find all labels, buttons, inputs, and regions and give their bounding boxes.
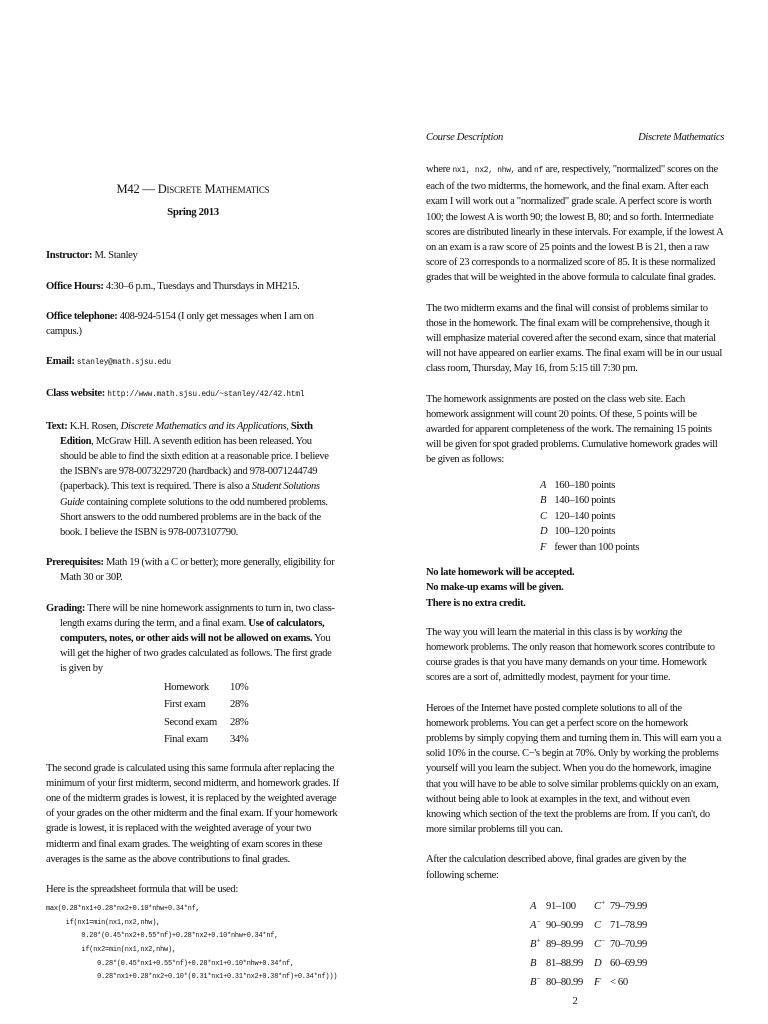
formula-line: 0.28*(0.45*nx1+0.55*nf)+0.28*nx1+0.10*nhw+0.34*nf,	[46, 959, 294, 968]
grade-weight-row	[164, 714, 248, 732]
grade-weight-percent: 28%	[230, 716, 249, 728]
homework-scale-row	[540, 509, 724, 525]
course-name: Discrete Mathematics	[157, 182, 270, 196]
office-telephone-field	[46, 309, 340, 339]
heroes-paragraph: Heroes of the Internet have posted complete solutions to all of the homework problems. You can get a perfect score on the homework problems by simply copying them and turning them in. This will earn you a solid 10% in the course. C−'s begin at 70%. Only by working the problems yourself will you learn the subject. When you do the homework, imagine that you will have to be able to solve similar problems quickly on an exam, without being able to look at examples in the text, and without even knowing which section of the text the problems are from. If you can't, do more similar problems till you can.	[426, 702, 721, 836]
learning-paragraph	[426, 625, 724, 686]
text-author: K.H. Rosen,	[69, 420, 119, 432]
final-grade-range: 89–89.99	[546, 938, 583, 950]
prerequisites-value: Math 19 (with a C or better); more generally, eligibility for Math 30 or 30P.	[60, 557, 335, 584]
learning-body-2: the homework problems. The only reason that homework scores contribute to course grades is that you have many demands on your time. Homework scores are a sort of, admittedly modest, payment for your time.	[426, 626, 715, 684]
final-grade-letter: B	[530, 957, 537, 969]
instructor-field	[46, 248, 340, 263]
formula-line: 0.28*(0.45*nx2+0.55*nf)+0.28*nx2+0.10*nhw+0.34*nf,	[46, 932, 279, 941]
text-edition: Sixth Edition	[60, 420, 313, 447]
normalized-vars: nx1, nx2, nhw,	[452, 167, 516, 175]
formula-line: if(nx1=min(nx1,nx2,nhw),	[46, 918, 161, 927]
final-grade-letter: A−	[530, 917, 541, 931]
text-body-2: containing complete solutions to the odd numbered problems. Short answers to the odd numbered problems are in the back of the book. I believe the ISBN is 978-0073107790.	[60, 496, 328, 539]
learning-emphasis: working	[635, 626, 668, 638]
grade-weight-name: Final exam	[164, 734, 208, 746]
policy-item: No make-up exams will be given.	[426, 582, 564, 594]
running-header	[426, 130, 724, 162]
policy-item: No late homework will be accepted.	[426, 567, 575, 579]
normalized-where: where	[426, 164, 451, 175]
instructor-label: Instructor:	[46, 250, 93, 262]
prerequisites-field	[46, 555, 340, 585]
learning-body-1: The way you will learn the material in this class is by	[426, 626, 633, 638]
homework-scale-grade: B	[540, 495, 547, 507]
running-header-left: Course Description	[426, 132, 503, 143]
grading-field	[46, 601, 340, 677]
semester: Spring 2013	[167, 206, 219, 219]
final-grade-letter: C+	[594, 898, 606, 912]
homework-scale-range: 100–120 points	[554, 526, 616, 538]
formula-line: if(nx2=min(nx1,nx2,nhw),	[46, 946, 176, 955]
grade-weight-name: First exam	[164, 699, 206, 711]
final-grade-range: 90–90.99	[546, 919, 583, 931]
grade-weight-name: Second exam	[164, 716, 217, 728]
policies-list	[426, 565, 724, 611]
final-grade-range: 79–79.99	[610, 900, 647, 912]
homework-grade-scale	[540, 478, 724, 556]
final-grade-range: 60–69.99	[610, 957, 647, 969]
office-hours-value: 4:30–6 p.m., Tuesdays and Thursdays in MH215.	[105, 280, 300, 292]
prerequisites-label: Prerequisites:	[46, 557, 104, 569]
homework-scale-row	[540, 540, 724, 556]
email-field	[46, 354, 340, 371]
grade-weight-row	[164, 696, 248, 714]
exams-paragraph: The two midterm exams and the final will consist of problems similar to those in the homework. The final exam will be comprehensive, though it will emphasize material covered after the second exam, since that material will not have appeared on earlier exams. The final exam will be in our usual class room, Thursday, May 16, from 5:15 till 7:30 pm.	[426, 302, 722, 375]
course-title	[46, 182, 340, 197]
grading-no-aids-notice: Use of calculators, computers, notes, or other aids will not be allowed on exams.	[60, 617, 325, 645]
homework-scale-row	[540, 524, 724, 540]
homework-paragraph: The homework assignments are posted on the class web site. Each homework assignment will count 20 points. Of these, 5 points will be awarded for apparent completeness of the work. The remaining 15 points will be given for spot graded problems. Cumulative homework grades will be given as follows:	[426, 393, 718, 466]
spreadsheet-formula	[46, 903, 340, 985]
final-grade-letter: B−	[530, 974, 541, 988]
final-grade-letter: B+	[530, 936, 541, 950]
right-column	[426, 130, 724, 1009]
office-hours-field	[46, 279, 340, 294]
left-column	[46, 130, 340, 985]
office-hours-label: Office Hours:	[46, 280, 104, 292]
office-telephone-label: Office telephone:	[46, 310, 118, 322]
final-grades-intro: After the calculation described above, final grades are given by the following scheme:	[426, 854, 687, 881]
text-label: Text:	[46, 420, 68, 432]
grading-label: Grading:	[46, 602, 85, 614]
policy-item: There is no extra credit.	[426, 597, 526, 609]
homework-scale-grade: A	[540, 479, 547, 491]
grade-weight-percent: 28%	[230, 699, 249, 711]
homework-scale-row	[540, 493, 724, 509]
formula-line: 0.28*nx1+0.28*nx2+0.10*(0.31*nx1+0.31*nx2+0.38*nf)+0.34*nf)))	[46, 973, 338, 982]
homework-scale-range: fewer than 100 points	[554, 541, 640, 553]
final-grade-range: 81–88.99	[546, 957, 583, 969]
second-grade-paragraph: The second grade is calculated using this same formula after replacing the minimum of your first midterm, second midterm, and homework grades. If one of the midterm grades is lowest, it is replaced by the weighted average of your grades on the other midterm and the final exam. If your homework grade is lowest, it is replaced with the weighted average of your two midterm and final exam grades. The weighting of exam scores in these averages is the same as the above contributions to final grades.	[46, 762, 339, 865]
final-grade-letter: A	[530, 900, 537, 912]
instructor-value: M. Stanley	[94, 250, 138, 262]
grade-weight-percent: 34%	[230, 734, 249, 746]
grade-weight-name: Homework	[164, 681, 209, 693]
grading-body-1: There will be nine homework assignments to turn in, two class-length exams during the term, and a final exam.	[60, 602, 335, 629]
homework-scale-range: 160–180 points	[554, 479, 616, 491]
grade-weight-percent: 10%	[230, 681, 249, 693]
final-grade-row	[530, 935, 647, 954]
homework-scale-range: 140–160 points	[554, 495, 616, 507]
grade-weight-row	[164, 731, 248, 749]
grade-weights-table	[164, 679, 248, 749]
homework-scale-row	[540, 478, 724, 494]
office-telephone-value: 408-924-5154 (I only get messages when I am on campus.)	[46, 310, 314, 338]
grade-weight-row	[164, 679, 248, 697]
page-number: 2	[572, 995, 578, 1007]
normalized-scores-paragraph	[426, 162, 724, 286]
final-grade-letter: C−	[594, 936, 606, 950]
final-grade-range: < 60	[610, 976, 628, 988]
final-grade-row	[530, 916, 647, 935]
final-grade-scheme	[530, 897, 647, 992]
final-grade-row	[530, 897, 647, 916]
formula-line: max(0.28*nx1+0.28*nx2+0.10*nhw+0.34*nf,	[46, 905, 200, 914]
course-code: M42 —	[116, 182, 158, 196]
text-solutions-guide: Student Solutions Guide	[60, 481, 320, 508]
spreadsheet-intro: Here is the spreadsheet formula that will be used:	[46, 884, 238, 896]
homework-scale-grade: F	[540, 541, 547, 553]
email-link[interactable]: stanley@math.sjsu.edu	[76, 359, 171, 368]
final-grade-letter: D	[594, 957, 602, 969]
final-grade-range: 80–80.99	[546, 976, 583, 988]
class-website-label: Class website:	[46, 388, 105, 400]
final-grade-letter: F	[594, 976, 601, 988]
final-grade-letter: C	[594, 919, 601, 931]
class-website-link[interactable]: http://www.math.sjsu.edu/~stanley/42/42.html	[107, 391, 305, 400]
text-book-title: Discrete Mathematics and its Applications,	[120, 420, 289, 432]
normalized-body: are, respectively, "normalized" scores on the each of the two midterms, the homework, and the final exam. After each exam I will work out a "normalized" grade scale. A perfect score is worth 100; the lowest A is worth 90; the lowest B, 80; and so forth. Intermediate scores are distributed linearly in these intervals. For example, if the lowest A on an exam is a raw score of 25 points and the lowest B is 21, then a raw score of 23 corresponds to a normalized score of 85. It is these normalized grades that will be weighted in the above formula to calculate final grades.	[426, 164, 723, 284]
text-field	[46, 419, 340, 541]
email-label: Email:	[46, 356, 75, 368]
normalized-nf: nf	[534, 167, 544, 175]
final-grade-range: 91–100	[546, 900, 576, 912]
homework-scale-grade: C	[540, 510, 547, 522]
grading-body-2: You will get the higher of two grades calculated as follows. The first grade is given by	[60, 633, 332, 675]
final-grade-range: 71–78.99	[610, 919, 647, 931]
final-grade-row	[530, 954, 647, 973]
class-website-field	[46, 386, 340, 403]
homework-scale-grade: D	[540, 526, 548, 538]
normalized-and: and	[517, 164, 532, 175]
final-grade-range: 70–70.99	[610, 938, 647, 950]
homework-scale-range: 120–140 points	[554, 510, 616, 522]
final-grade-row	[530, 973, 647, 992]
running-header-right: Discrete Mathematics	[638, 132, 724, 143]
text-body-1: , McGraw Hill. A seventh edition has been released. You should be able to find the sixth edition at a reasonable price. I believe the ISBN's are 978-0073229720 (hardback) and 978-0071244749 (paperback). This text is required. There is also a	[60, 435, 329, 493]
